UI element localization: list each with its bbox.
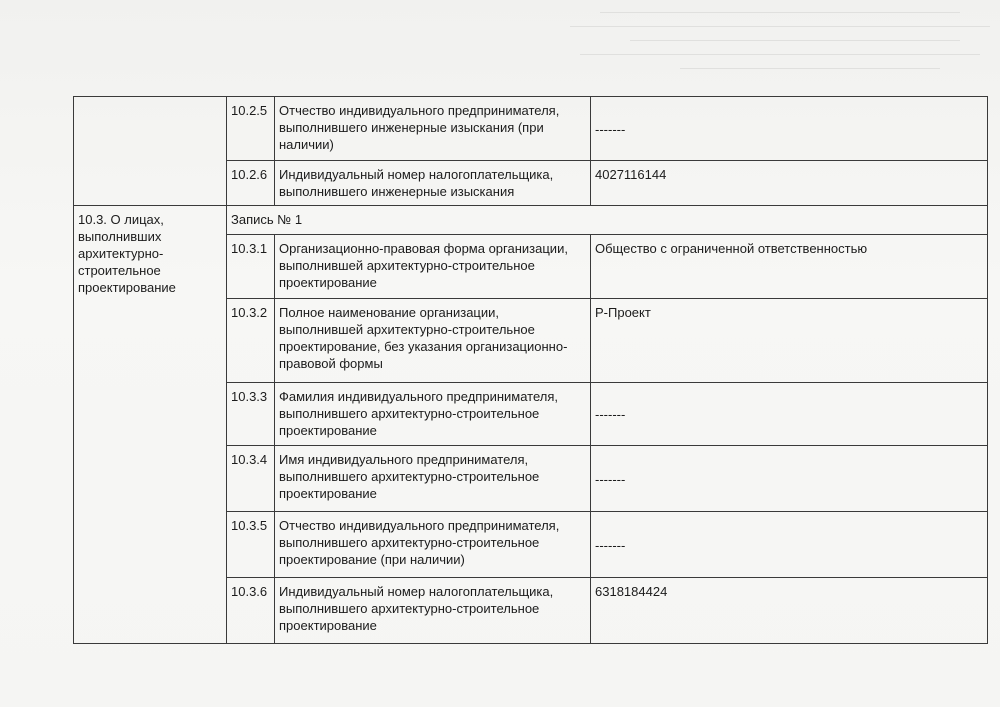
row-code: 10.3.6 bbox=[227, 578, 275, 644]
row-label: Индивидуальный номер налогоплательщика, выполнившего архитектурно-строительное проектирование bbox=[275, 578, 591, 644]
row-value: 4027116144 bbox=[591, 161, 988, 206]
row-value: 6318184424 bbox=[591, 578, 988, 644]
row-label: Отчество индивидуального предпринимателя, выполнившего инженерные изыскания (при наличии) bbox=[275, 97, 591, 161]
record-label: Запись № 1 bbox=[227, 206, 988, 235]
row-code: 10.3.5 bbox=[227, 512, 275, 578]
row-code: 10.3.3 bbox=[227, 383, 275, 446]
section-cell-empty bbox=[74, 97, 227, 206]
row-label: Отчество индивидуального предпринимателя, выполнившего архитектурно-строительное проектирование (при наличии) bbox=[275, 512, 591, 578]
row-value: Общество с ограниченной ответственностью bbox=[591, 235, 988, 299]
bleed-through-text bbox=[560, 0, 1000, 90]
row-value: ------- bbox=[591, 383, 988, 446]
registry-table bbox=[73, 96, 988, 644]
row-label: Организационно-правовая форма организации, выполнившей архитектурно-строительное проектирование bbox=[275, 235, 591, 299]
row-label: Имя индивидуального предпринимателя, выполнившего архитектурно-строительное проектирование bbox=[275, 446, 591, 512]
table-row bbox=[74, 206, 988, 235]
row-code: 10.3.4 bbox=[227, 446, 275, 512]
section-title: 10.3. О лицах, выполнивших архитектурно-строительное проектирование bbox=[74, 206, 227, 644]
row-label: Индивидуальный номер налогоплательщика, выполнившего инженерные изыскания bbox=[275, 161, 591, 206]
row-value: Р-Проект bbox=[591, 299, 988, 383]
row-code: 10.3.2 bbox=[227, 299, 275, 383]
row-code: 10.3.1 bbox=[227, 235, 275, 299]
table-row bbox=[74, 97, 988, 161]
row-value: ------- bbox=[591, 97, 988, 161]
row-value: ------- bbox=[591, 512, 988, 578]
row-value: ------- bbox=[591, 446, 988, 512]
row-label: Фамилия индивидуального предпринимателя, выполнившего архитектурно-строительное проектирование bbox=[275, 383, 591, 446]
row-code: 10.2.5 bbox=[227, 97, 275, 161]
row-label: Полное наименование организации, выполнившей архитектурно-строительное проектирование, без указания организационно-правовой формы bbox=[275, 299, 591, 383]
row-code: 10.2.6 bbox=[227, 161, 275, 206]
